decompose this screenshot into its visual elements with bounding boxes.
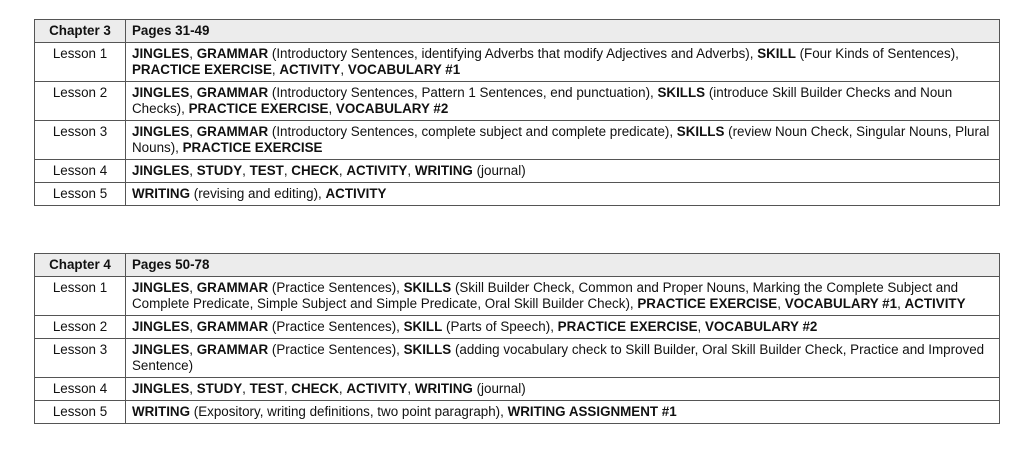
lesson-detail: (Four Kinds of Sentences), <box>795 46 959 61</box>
lesson-topic: WRITING <box>414 163 473 178</box>
lesson-detail: (adding vocabulary check to Skill Builder, Oral Skill Builder Check, Practice and Improved Sentence) <box>132 342 985 373</box>
lesson-detail: (Parts of Speech), <box>442 319 558 334</box>
lesson-topic: ACTIVITY <box>346 163 408 178</box>
lesson-label: Lesson 4 <box>35 160 126 183</box>
lesson-topic: ACTIVITY <box>325 186 387 201</box>
lesson-detail: , <box>271 62 280 77</box>
chapter-header-row <box>35 254 1000 277</box>
lesson-row <box>35 43 1000 82</box>
lesson-detail: , <box>328 101 336 116</box>
lesson-detail: , <box>189 280 197 295</box>
lesson-topic: STUDY <box>196 163 243 178</box>
lesson-label: Lesson 3 <box>35 121 126 160</box>
lesson-detail: , <box>189 319 197 334</box>
lesson-row <box>35 401 1000 424</box>
lesson-detail: (Introductory Sentences, identifying Adverbs that modify Adjectives and Adverbs), <box>268 46 758 61</box>
lesson-label: Lesson 1 <box>35 43 126 82</box>
chapter-header-row <box>35 20 1000 43</box>
lesson-detail: , <box>777 296 785 311</box>
pages-label: Pages 31-49 <box>126 20 1000 43</box>
lesson-description <box>126 160 1000 183</box>
lesson-topic: ACTIVITY <box>279 62 341 77</box>
lesson-detail: (introduce Skill Builder Checks and Noun Checks), <box>132 85 953 116</box>
lesson-description <box>126 183 1000 206</box>
lesson-topic: GRAMMAR <box>196 124 269 139</box>
lesson-topic: TEST <box>249 163 284 178</box>
lesson-topic: VOCABULARY #2 <box>335 101 449 116</box>
lesson-topic: PRACTICE EXERCISE <box>637 296 778 311</box>
lesson-label: Lesson 5 <box>35 183 126 206</box>
lesson-topic: JINGLES <box>132 163 190 178</box>
chapter-3-table <box>34 19 1000 206</box>
lesson-detail: (review Noun Check, Singular Nouns, Plural Nouns), <box>132 124 990 155</box>
lesson-detail: (revising and editing), <box>190 186 326 201</box>
lesson-topic: GRAMMAR <box>196 319 269 334</box>
lesson-detail: (Skill Builder Check, Common and Proper Nouns, Marking the Complete Subject and Complete Predicate, Simple Subject and Simple Predicate, Oral Skill Builder Check), <box>132 280 959 311</box>
lesson-row <box>35 82 1000 121</box>
lesson-label: Lesson 2 <box>35 316 126 339</box>
lesson-topic: GRAMMAR <box>196 85 269 100</box>
lesson-topic: VOCABULARY #2 <box>705 319 818 334</box>
chapter-4-body <box>35 254 1000 424</box>
lesson-detail: , <box>697 319 705 334</box>
lesson-detail: , <box>283 381 292 396</box>
lesson-topic: SKILL <box>757 46 796 61</box>
lesson-description <box>126 121 1000 160</box>
lesson-topic: CHECK <box>291 163 339 178</box>
lesson-topic: GRAMMAR <box>196 46 269 61</box>
lesson-detail: , <box>189 342 197 357</box>
lesson-detail: , <box>283 163 292 178</box>
lesson-detail: , <box>407 163 415 178</box>
lesson-detail: (journal) <box>472 163 526 178</box>
lesson-label: Lesson 5 <box>35 401 126 424</box>
lesson-detail: , <box>897 296 905 311</box>
lesson-topic: ACTIVITY <box>904 296 966 311</box>
lesson-topic: VOCABULARY #1 <box>784 296 898 311</box>
lesson-detail: , <box>242 381 250 396</box>
lesson-topic: WRITING <box>132 186 191 201</box>
lesson-topic: WRITING ASSIGNMENT #1 <box>507 404 677 419</box>
lesson-detail: (Practice Sentences), <box>268 280 404 295</box>
lesson-topic: TEST <box>249 381 284 396</box>
lesson-topic: WRITING <box>132 404 191 419</box>
lesson-topic: JINGLES <box>132 381 190 396</box>
lesson-row <box>35 378 1000 401</box>
lesson-detail: , <box>340 62 348 77</box>
lesson-topic: PRACTICE EXERCISE <box>188 101 329 116</box>
chapter-label: Chapter 4 <box>35 254 126 277</box>
lesson-description <box>126 378 1000 401</box>
lesson-description <box>126 82 1000 121</box>
lesson-topic: PRACTICE EXERCISE <box>182 140 323 155</box>
lesson-topic: SKILLS <box>676 124 725 139</box>
lesson-label: Lesson 3 <box>35 339 126 378</box>
lesson-topic: PRACTICE EXERCISE <box>557 319 698 334</box>
lesson-row <box>35 339 1000 378</box>
lesson-detail: , <box>189 85 197 100</box>
lesson-detail: , <box>189 124 197 139</box>
lesson-topic: STUDY <box>196 381 243 396</box>
lesson-detail: (Expository, writing definitions, two point paragraph), <box>190 404 508 419</box>
lesson-detail: (Practice Sentences), <box>268 342 404 357</box>
lesson-topic: SKILLS <box>403 280 452 295</box>
lesson-description <box>126 43 1000 82</box>
lesson-description <box>126 316 1000 339</box>
lesson-topic: SKILLS <box>657 85 706 100</box>
lesson-detail: , <box>189 163 197 178</box>
lesson-topic: GRAMMAR <box>196 342 269 357</box>
lesson-topic: SKILL <box>403 319 443 334</box>
lesson-detail: (Introductory Sentences, complete subject and complete predicate), <box>268 124 677 139</box>
chapter-label: Chapter 3 <box>35 20 126 43</box>
lesson-description <box>126 339 1000 378</box>
lesson-topic: SKILLS <box>403 342 452 357</box>
lesson-row <box>35 121 1000 160</box>
lesson-label: Lesson 2 <box>35 82 126 121</box>
chapter-4-table <box>34 253 1000 424</box>
lesson-detail: , <box>407 381 415 396</box>
lesson-row <box>35 160 1000 183</box>
lesson-detail: (Introductory Sentences, Pattern 1 Sentences, end punctuation), <box>268 85 658 100</box>
lesson-row <box>35 316 1000 339</box>
lesson-label: Lesson 1 <box>35 277 126 316</box>
lesson-topic: PRACTICE EXERCISE <box>132 62 272 77</box>
lesson-topic: JINGLES <box>132 319 190 334</box>
chapter-3-body <box>35 20 1000 206</box>
lesson-detail: , <box>338 381 347 396</box>
lesson-topic: JINGLES <box>132 85 190 100</box>
lesson-topic: WRITING <box>414 381 473 396</box>
lesson-description <box>126 401 1000 424</box>
lesson-topic: JINGLES <box>132 124 190 139</box>
lesson-topic: JINGLES <box>132 342 190 357</box>
lesson-detail: , <box>242 163 250 178</box>
lesson-label: Lesson 4 <box>35 378 126 401</box>
lesson-topic: JINGLES <box>132 46 190 61</box>
lesson-row <box>35 277 1000 316</box>
lesson-detail: , <box>338 163 347 178</box>
lesson-detail: , <box>189 46 197 61</box>
lesson-description <box>126 277 1000 316</box>
lesson-detail: , <box>189 381 197 396</box>
lesson-topic: JINGLES <box>132 280 190 295</box>
lesson-topic: CHECK <box>291 381 339 396</box>
pages-label: Pages 50-78 <box>126 254 1000 277</box>
lesson-row <box>35 183 1000 206</box>
lesson-topic: VOCABULARY #1 <box>347 62 461 77</box>
lesson-topic: ACTIVITY <box>346 381 408 396</box>
lesson-topic: GRAMMAR <box>196 280 269 295</box>
lesson-detail: (journal) <box>472 381 526 396</box>
lesson-detail: (Practice Sentences), <box>268 319 404 334</box>
